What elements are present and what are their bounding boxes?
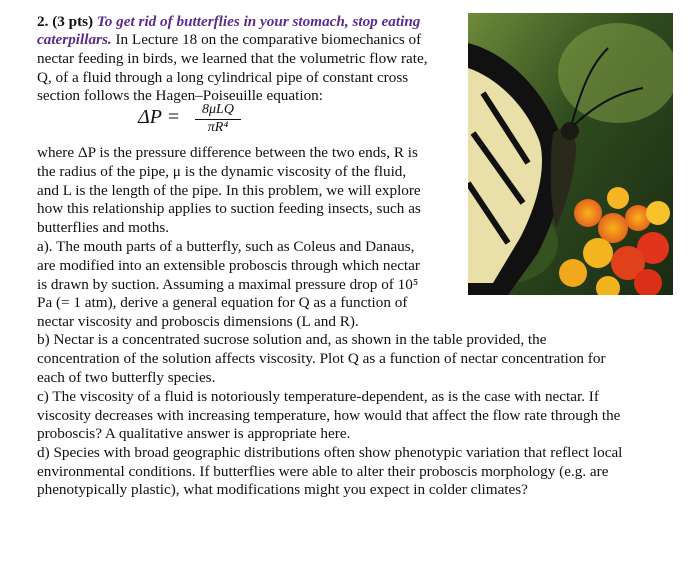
problem-title-line2: caterpillars. (37, 31, 112, 48)
body-line-1: the radius of the pipe, μ is the dynamic viscosity of the fluid, (37, 163, 407, 180)
part-d-line-1: environmental conditions. If butterflies were able to alter their proboscis morphology (e.g. are (37, 463, 609, 480)
problem-number: 2. (37, 13, 49, 30)
body-line-0: where ΔP is the pressure difference between the two ends, R is (37, 144, 418, 161)
body-line-3: how this relationship applies to suction feeding insects, such as (37, 200, 421, 217)
part-c-line-2: proboscis? A qualitative answer is appropriate here. (37, 425, 351, 442)
part-a-line-3: Pa (= 1 atm), derive a general equation for Q as a function of (37, 294, 408, 311)
intro-line-2: Q, of a fluid through a long cylindrical pipe of constant cross (37, 69, 409, 86)
part-c-line-0: c) The viscosity of a fluid is notoriously temperature-dependent, as is the case with nectar. If (37, 388, 599, 405)
problem-line (37, 31, 421, 49)
butterfly-photo (468, 13, 673, 295)
intro-line-1: nectar feeding in birds, we learned that the volumetric flow rate, (37, 50, 428, 67)
part-d-line-0: d) Species with broad geographic distributions often show phenotypic variation that reflect local (37, 444, 623, 461)
part-c-line-1: viscosity decreases with increasing temperature, how would that affect the flow rate through the (37, 407, 621, 424)
part-a-line-1: are modified into an extensible proboscis through which nectar (37, 257, 420, 274)
intro-line-3: section follows the Hagen–Poiseuille equation: (37, 87, 323, 104)
body-line-2: and L is the length of the pipe. In this problem, we will explore (37, 182, 421, 199)
problem-points: (3 pts) (52, 13, 94, 30)
body-line-4: butterflies and moths. (37, 219, 170, 236)
part-d-line-2: phenotypically plastic), what modifications might you expect in colder climates? (37, 481, 528, 498)
intro-line-0: In Lecture 18 on the comparative biomechanics of (111, 31, 422, 48)
equation-denominator: πR⁴ (207, 120, 229, 135)
equation-lhs: ΔP = (138, 106, 181, 128)
part-b-line-1: concentration of the solution affects viscosity. Plot Q as a function of nectar concentration for (37, 350, 606, 367)
part-a-line-0: a). The mouth parts of a butterfly, such as Coleus and Danaus, (37, 238, 415, 255)
part-a-line-2: is drawn by suction. Assuming a maximal pressure drop of 10⁵ (37, 276, 419, 293)
problem-header (37, 13, 420, 31)
part-a-line-4: nectar viscosity and proboscis dimensions (L and R). (37, 313, 359, 330)
equation-fraction (195, 102, 241, 136)
equation-numerator: 8μLQ (195, 102, 241, 120)
problem-title-line1: To get rid of butterflies in your stomach, stop eating (96, 13, 421, 30)
butterfly-on-flowers-image (468, 13, 673, 295)
part-b-line-2: each of two butterfly species. (37, 369, 216, 386)
part-b-line-0: b) Nectar is a concentrated sucrose solution and, as shown in the table provided, the (37, 331, 547, 348)
